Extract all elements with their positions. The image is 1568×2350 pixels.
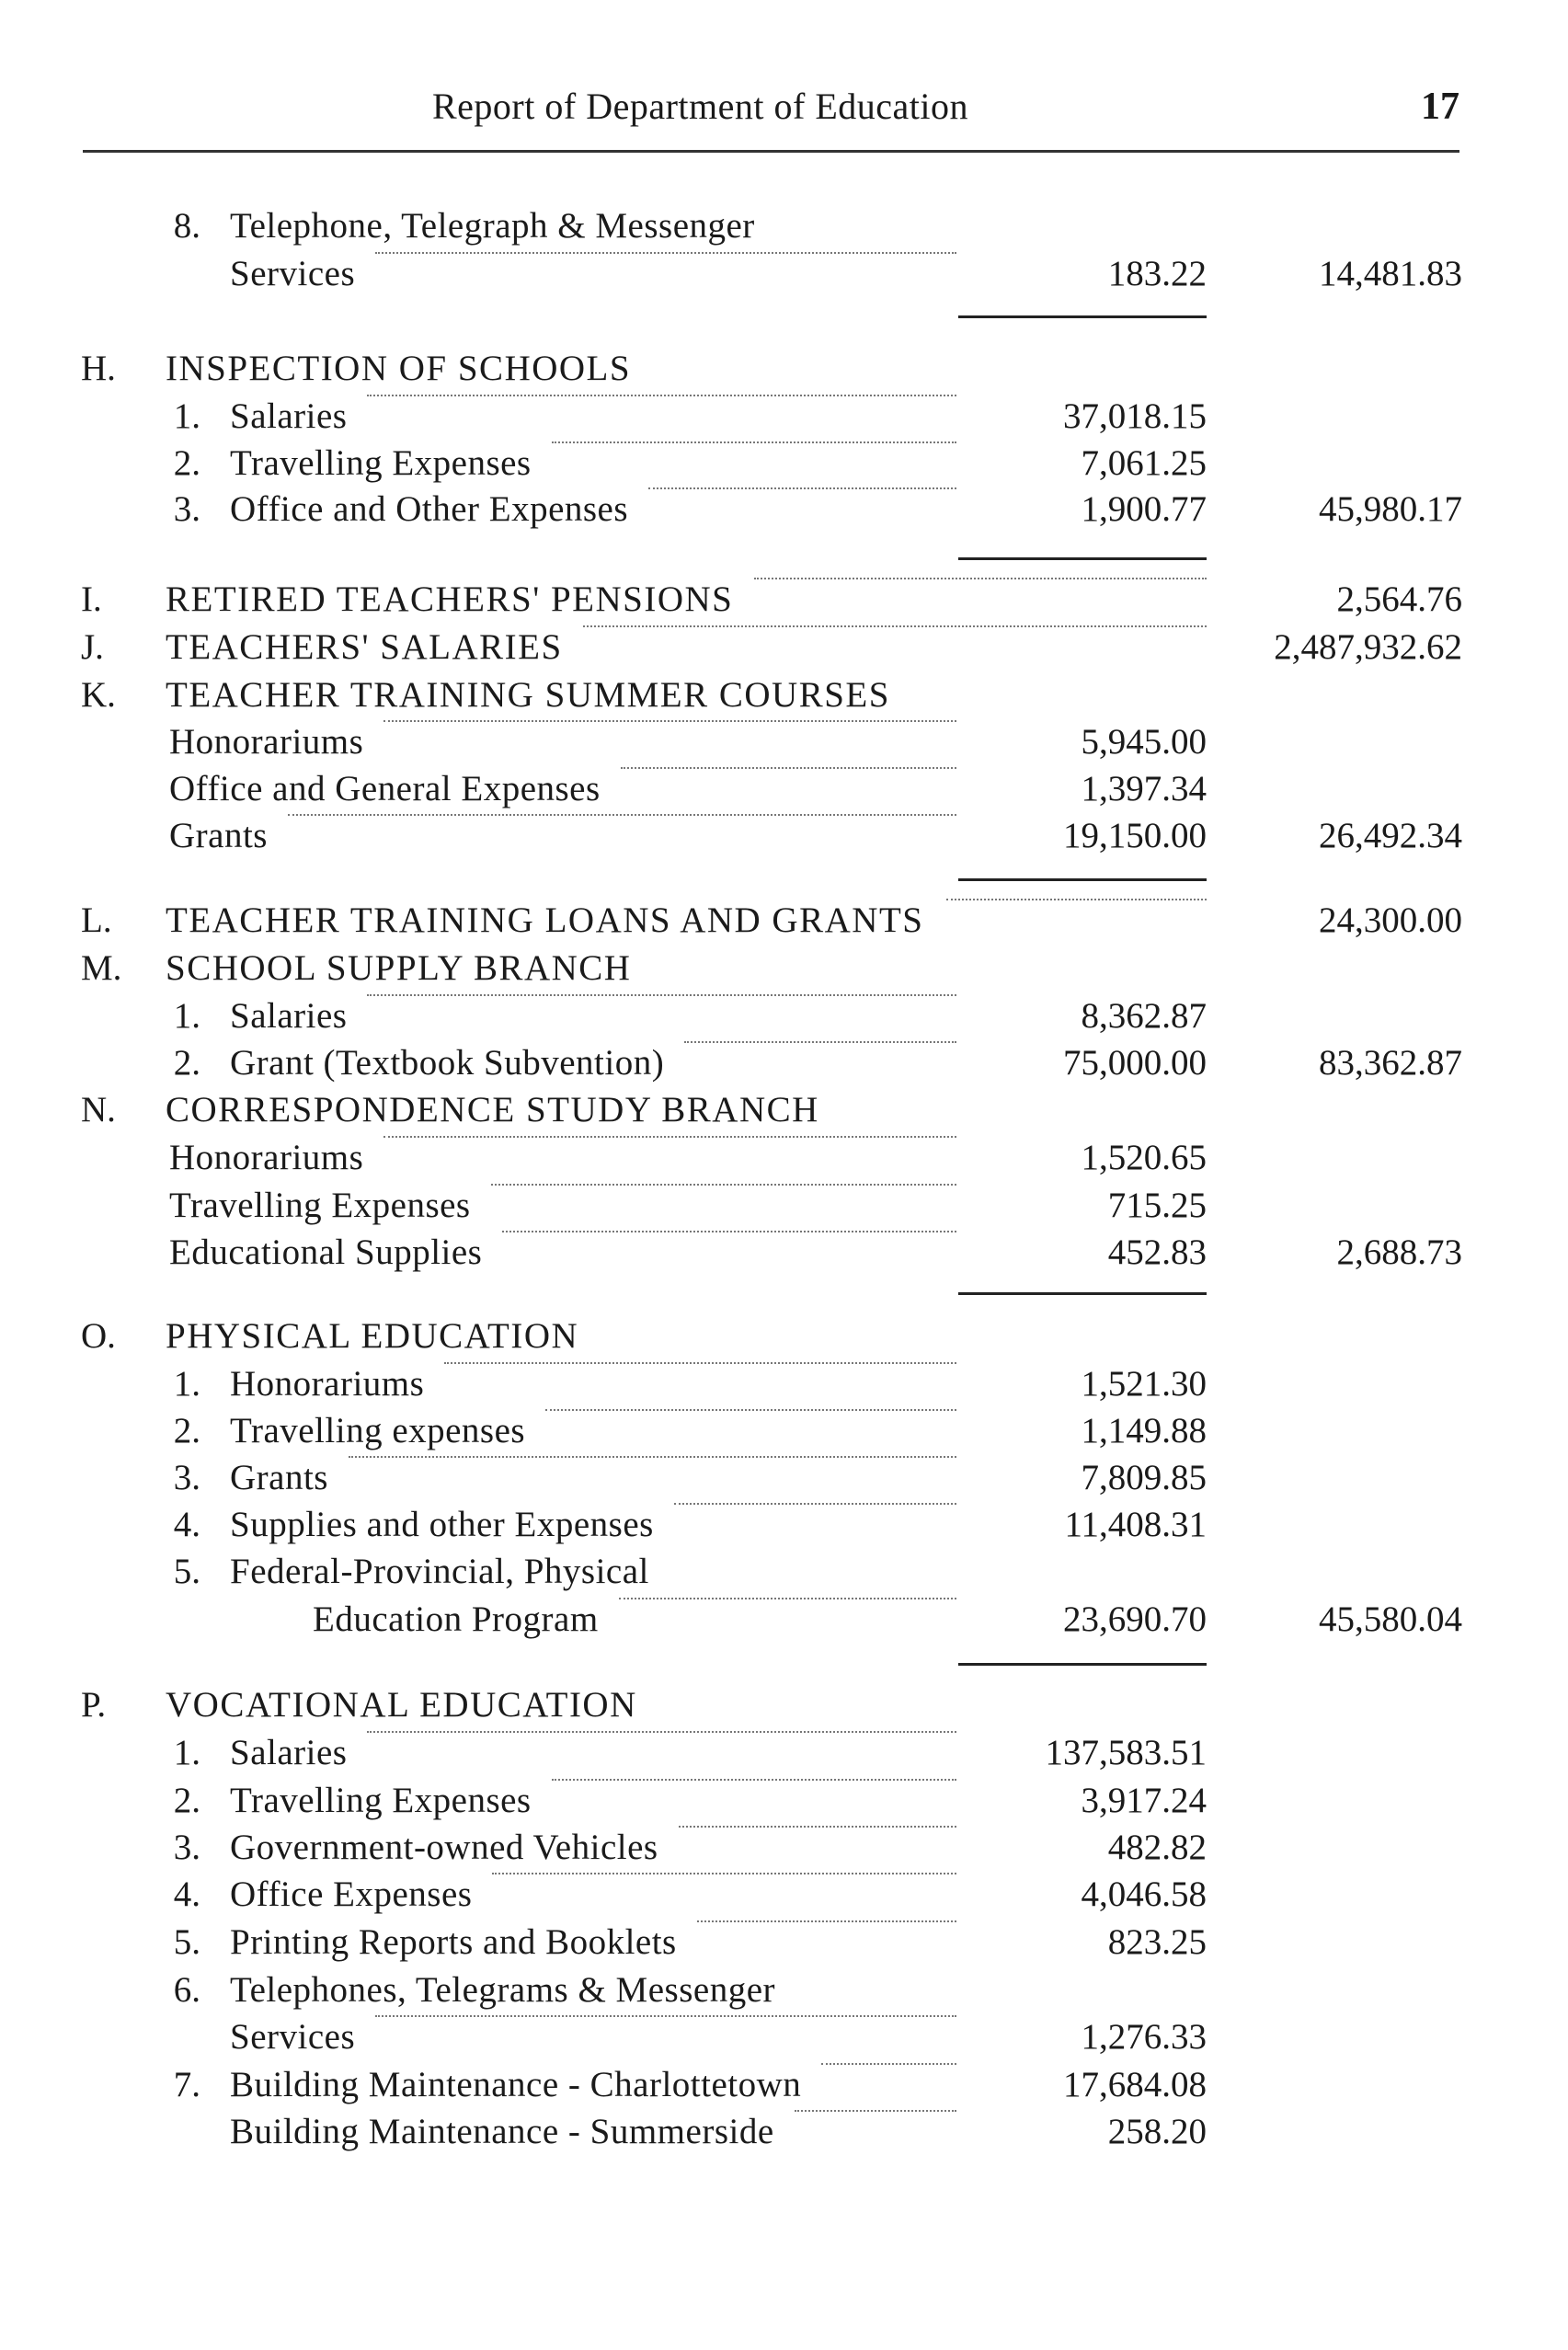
ledger-row	[0, 1596, 1568, 1644]
item-amount: 4,046.58	[1081, 1874, 1207, 1914]
item-amount: 8,362.87	[1081, 996, 1207, 1036]
item-amount: 37,018.15	[1063, 396, 1207, 436]
item-number: 2.	[173, 443, 200, 483]
ledger-row	[0, 1729, 1568, 1777]
item-number: 2.	[173, 1781, 200, 1820]
section-title: TEACHER TRAINING LOANS AND GRANTS	[166, 900, 924, 940]
ledger-row	[0, 1039, 1568, 1087]
leader-dots	[367, 393, 956, 396]
ledger-row	[0, 202, 1568, 250]
ledger-row	[0, 1777, 1568, 1825]
item-label: Government-owned Vehicles	[230, 1828, 658, 1867]
ledger-row	[0, 1966, 1568, 2014]
item-label: Services	[230, 2017, 356, 2057]
item-amount: 452.83	[1107, 1232, 1207, 1272]
section-heading-row	[0, 345, 1568, 393]
leader-dots	[684, 1039, 956, 1043]
item-label: Educational Supplies	[169, 1232, 483, 1272]
item-amount: 1,520.65	[1081, 1138, 1207, 1177]
running-header-title: Report of Department of Education	[432, 86, 968, 127]
item-amount: 1,149.88	[1081, 1411, 1207, 1450]
total-amount: 2,688.73	[1336, 1232, 1462, 1272]
subtotal-rule	[958, 1663, 1207, 1666]
item-label: Travelling Expenses	[169, 1186, 471, 1225]
item-amount: 17,684.08	[1063, 2065, 1207, 2104]
ledger-row	[0, 1454, 1568, 1502]
item-label: Grants	[169, 816, 268, 855]
item-number: 6.	[173, 1970, 200, 2010]
section-letter: J.	[81, 627, 104, 667]
item-label: Telephone, Telegraph & Messenger	[230, 206, 755, 246]
item-number: 8.	[173, 206, 200, 246]
section-heading-row	[0, 1681, 1568, 1729]
item-number: 7.	[173, 2065, 200, 2104]
leader-dots	[383, 1134, 956, 1138]
item-number: 2.	[173, 1043, 200, 1083]
page-number: 17	[1421, 86, 1459, 128]
leader-dots	[946, 897, 1207, 900]
ledger-row	[0, 1919, 1568, 1966]
section-title: RETIRED TEACHERS' PENSIONS	[166, 579, 734, 619]
subtotal-rule	[958, 1292, 1207, 1295]
item-label: Building Maintenance - Summerside	[230, 2112, 774, 2151]
item-label: Honorariums	[169, 722, 364, 762]
leader-dots	[367, 1729, 956, 1733]
subtotal-rule	[958, 878, 1207, 881]
ledger-row	[0, 1871, 1568, 1919]
item-number: 4.	[173, 1505, 200, 1544]
subtotal-rule	[958, 557, 1207, 560]
total-amount: 14,481.83	[1319, 254, 1462, 293]
section-letter: N.	[81, 1090, 116, 1129]
item-amount: 823.25	[1107, 1922, 1207, 1962]
item-amount: 7,061.25	[1081, 443, 1207, 483]
section-title: CORRESPONDENCE STUDY BRANCH	[166, 1090, 819, 1129]
section-title: PHYSICAL EDUCATION	[166, 1316, 579, 1356]
section-heading-row	[0, 897, 1568, 945]
leader-dots	[697, 1919, 956, 1922]
leader-dots	[545, 1407, 956, 1411]
ledger-row	[0, 1229, 1568, 1277]
section-heading-row	[0, 624, 1568, 671]
leader-dots	[583, 624, 1207, 627]
leader-dots	[375, 2013, 956, 2017]
total-amount: 24,300.00	[1319, 900, 1462, 940]
ledger-row	[0, 1548, 1568, 1596]
ledger-row	[0, 393, 1568, 441]
leader-dots	[375, 250, 956, 254]
leader-dots	[492, 1871, 956, 1874]
ledger-row	[0, 718, 1568, 766]
item-label: Salaries	[230, 396, 348, 436]
total-amount: 26,492.34	[1319, 816, 1462, 855]
item-label: Travelling expenses	[230, 1411, 526, 1450]
ledger-row	[0, 486, 1568, 533]
item-amount: 7,809.85	[1081, 1458, 1207, 1497]
item-amount: 137,583.51	[1045, 1733, 1207, 1772]
leader-dots	[648, 486, 956, 489]
leader-dots	[444, 1360, 956, 1364]
ledger-row	[0, 992, 1568, 1040]
section-letter: P.	[81, 1685, 107, 1725]
item-number: 1.	[173, 1364, 200, 1404]
item-amount: 1,276.33	[1081, 2017, 1207, 2057]
leader-dots	[552, 440, 956, 443]
header-rule	[83, 150, 1459, 153]
item-amount: 1,521.30	[1081, 1364, 1207, 1404]
item-label: Office Expenses	[230, 1874, 473, 1914]
item-number: 4.	[173, 1874, 200, 1914]
item-label: Building Maintenance - Charlottetown	[230, 2065, 802, 2104]
ledger-row	[0, 1360, 1568, 1408]
ledger-row	[0, 1407, 1568, 1455]
section-letter: M.	[81, 948, 122, 988]
item-label: Federal-Provincial, Physical	[230, 1552, 649, 1591]
section-heading-row	[0, 1086, 1568, 1134]
section-title: SCHOOL SUPPLY BRANCH	[166, 948, 632, 988]
item-amount: 19,150.00	[1063, 816, 1207, 855]
item-label: Printing Reports and Booklets	[230, 1922, 677, 1962]
total-amount: 45,580.04	[1319, 1599, 1462, 1639]
section-letter: K.	[81, 675, 116, 715]
section-title: VOCATIONAL EDUCATION	[166, 1685, 637, 1725]
section-letter: H.	[81, 349, 116, 388]
item-label: Supplies and other Expenses	[230, 1505, 654, 1544]
ledger-row	[0, 1134, 1568, 1182]
section-heading-row	[0, 1313, 1568, 1360]
leader-dots	[502, 1229, 956, 1232]
leader-dots	[491, 1182, 956, 1186]
item-number: 3.	[173, 1828, 200, 1867]
item-number: 5.	[173, 1552, 200, 1591]
section-heading-row	[0, 671, 1568, 719]
item-label: Honorariums	[230, 1364, 425, 1404]
item-number: 1.	[173, 396, 200, 436]
item-number: 3.	[173, 489, 200, 529]
item-label: Travelling Expenses	[230, 443, 532, 483]
item-amount: 75,000.00	[1063, 1043, 1207, 1083]
item-amount: 5,945.00	[1081, 722, 1207, 762]
section-heading-row	[0, 576, 1568, 624]
total-amount: 2,564.76	[1336, 579, 1462, 619]
ledger-row	[0, 2108, 1568, 2156]
leader-dots	[754, 576, 1207, 579]
total-amount: 45,980.17	[1319, 489, 1462, 529]
subtotal-rule	[958, 315, 1207, 318]
leader-dots	[619, 1596, 956, 1599]
total-amount: 2,487,932.62	[1274, 627, 1462, 667]
item-amount: 11,408.31	[1064, 1505, 1207, 1544]
item-label: Grants	[230, 1458, 328, 1497]
item-label: Salaries	[230, 996, 348, 1036]
item-amount: 3,917.24	[1081, 1781, 1207, 1820]
item-label: Office and General Expenses	[169, 769, 601, 808]
ledger-row	[0, 250, 1568, 298]
leader-dots	[552, 1777, 956, 1781]
section-letter: O.	[81, 1316, 116, 1356]
item-number: 1.	[173, 1733, 200, 1772]
item-amount: 715.25	[1107, 1186, 1207, 1225]
section-title: TEACHERS' SALARIES	[166, 627, 563, 667]
item-number: 3.	[173, 1458, 200, 1497]
leader-dots	[349, 1454, 956, 1458]
section-heading-row	[0, 945, 1568, 992]
item-amount: 482.82	[1107, 1828, 1207, 1867]
item-label: Telephones, Telegrams & Messenger	[230, 1970, 775, 2010]
section-title: TEACHER TRAINING SUMMER COURSES	[166, 675, 890, 715]
item-amount: 1,900.77	[1081, 489, 1207, 529]
ledger-row	[0, 2061, 1568, 2109]
item-amount: 258.20	[1107, 2112, 1207, 2151]
leader-dots	[288, 812, 956, 816]
item-label: Office and Other Expenses	[230, 489, 629, 529]
section-letter: I.	[81, 579, 102, 619]
leader-dots	[367, 992, 956, 996]
item-label: Grant (Textbook Subvention)	[230, 1043, 665, 1083]
ledger-row	[0, 1501, 1568, 1549]
item-label: Services	[230, 254, 356, 293]
total-amount: 83,362.87	[1319, 1043, 1462, 1083]
leader-dots	[674, 1501, 956, 1505]
item-number: 1.	[173, 996, 200, 1036]
leader-dots	[621, 765, 956, 769]
item-amount: 183.22	[1107, 254, 1207, 293]
ledger-row	[0, 812, 1568, 860]
section-title: INSPECTION OF SCHOOLS	[166, 349, 632, 388]
leader-dots	[383, 718, 956, 722]
item-number: 2.	[173, 1411, 200, 1450]
item-number: 5.	[173, 1922, 200, 1962]
ledger-row	[0, 440, 1568, 487]
item-label: Salaries	[230, 1733, 348, 1772]
ledger-row	[0, 1824, 1568, 1872]
item-label: Education Program	[313, 1599, 599, 1639]
item-label: Travelling Expenses	[230, 1781, 532, 1820]
section-letter: L.	[81, 900, 112, 940]
ledger-row	[0, 2013, 1568, 2061]
item-amount: 1,397.34	[1081, 769, 1207, 808]
ledger-row	[0, 765, 1568, 813]
leader-dots	[679, 1824, 956, 1828]
item-label: Honorariums	[169, 1138, 364, 1177]
ledger-row	[0, 1182, 1568, 1230]
item-amount: 23,690.70	[1063, 1599, 1207, 1639]
